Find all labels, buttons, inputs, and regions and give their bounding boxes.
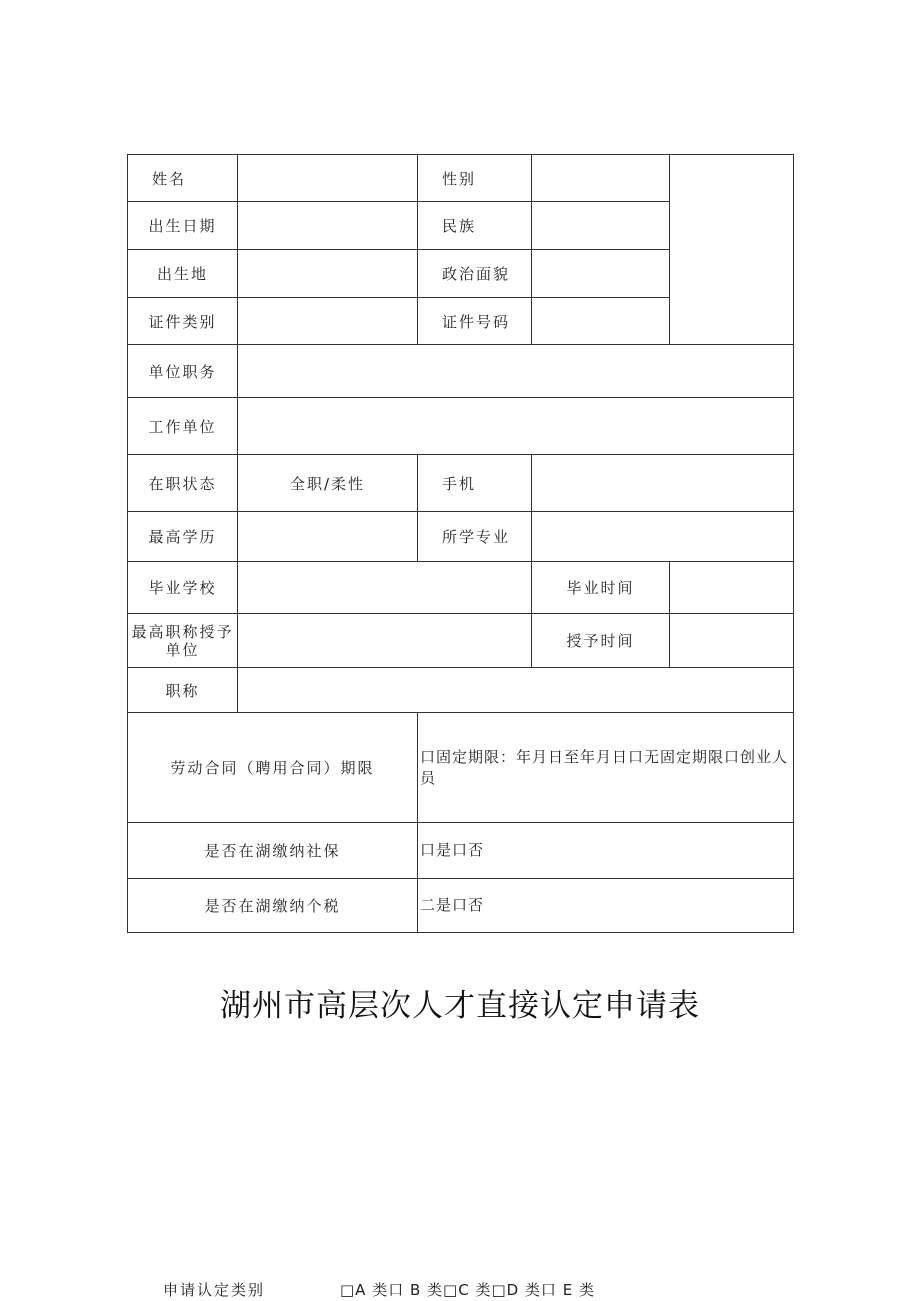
income-tax-value[interactable]: 二是口否 <box>417 878 794 933</box>
birthdate-field[interactable] <box>237 201 418 250</box>
school-label: 毕业学校 <box>127 561 238 614</box>
gender-field[interactable] <box>531 154 670 202</box>
gender-label: 性别 <box>417 154 532 202</box>
graduation-time-label: 毕业时间 <box>531 561 670 614</box>
position-label: 单位职务 <box>127 344 238 398</box>
id-type-field[interactable] <box>237 297 418 345</box>
category-options[interactable]: □A 类口 B 类□C 类□D 类口 E 类 <box>340 1281 595 1299</box>
employment-status-label: 在职状态 <box>127 454 238 512</box>
id-type-label: 证件类别 <box>127 297 238 345</box>
id-number-label: 证件号码 <box>417 297 532 345</box>
major-field[interactable] <box>531 511 794 562</box>
photo-box[interactable] <box>669 154 794 345</box>
social-security-label: 是否在湖缴纳社保 <box>127 822 418 879</box>
political-status-label: 政治面貌 <box>417 249 532 298</box>
job-title-field[interactable] <box>237 667 794 713</box>
social-security-value[interactable]: 口是口否 <box>417 822 794 879</box>
mobile-label: 手机 <box>417 454 532 512</box>
grant-time-label: 授予时间 <box>531 613 670 668</box>
contract-term-label: 劳动合同（聘用合同）期限 <box>127 712 418 823</box>
education-label: 最高学历 <box>127 511 238 562</box>
title-granting-unit-label-line2: 单位 <box>165 640 200 659</box>
title-granting-unit-label <box>127 613 238 668</box>
page-title: 湖州市高层次人才直接认定申请表 <box>220 988 700 1024</box>
title-granting-unit-label-line1: 最高职称授予 <box>131 622 234 641</box>
birthdate-label: 出生日期 <box>127 201 238 250</box>
school-field[interactable] <box>237 561 532 614</box>
education-field[interactable] <box>237 511 418 562</box>
birthplace-label: 出生地 <box>127 249 238 298</box>
income-tax-label: 是否在湖缴纳个税 <box>127 878 418 933</box>
employer-label: 工作单位 <box>127 397 238 455</box>
category-label: 申请认定类别 <box>163 1281 266 1299</box>
graduation-time-field[interactable] <box>669 561 794 614</box>
name-label: 姓名 <box>127 154 238 202</box>
name-field[interactable] <box>237 154 418 202</box>
position-field[interactable] <box>237 344 794 398</box>
employer-field[interactable] <box>237 397 794 455</box>
employment-status-value[interactable]: 全职/柔性 <box>237 454 418 512</box>
job-title-label: 职称 <box>127 667 238 713</box>
mobile-field[interactable] <box>531 454 794 512</box>
title-granting-unit-field[interactable] <box>237 613 532 668</box>
birthplace-field[interactable] <box>237 249 418 298</box>
ethnicity-label: 民族 <box>417 201 532 250</box>
political-status-field[interactable] <box>531 249 670 298</box>
major-label: 所学专业 <box>417 511 532 562</box>
contract-term-value[interactable]: 口固定期限：年月日至年月日口无固定期限口创业人员 <box>417 712 794 823</box>
id-number-field[interactable] <box>531 297 670 345</box>
grant-time-field[interactable] <box>669 613 794 668</box>
ethnicity-field[interactable] <box>531 201 670 250</box>
